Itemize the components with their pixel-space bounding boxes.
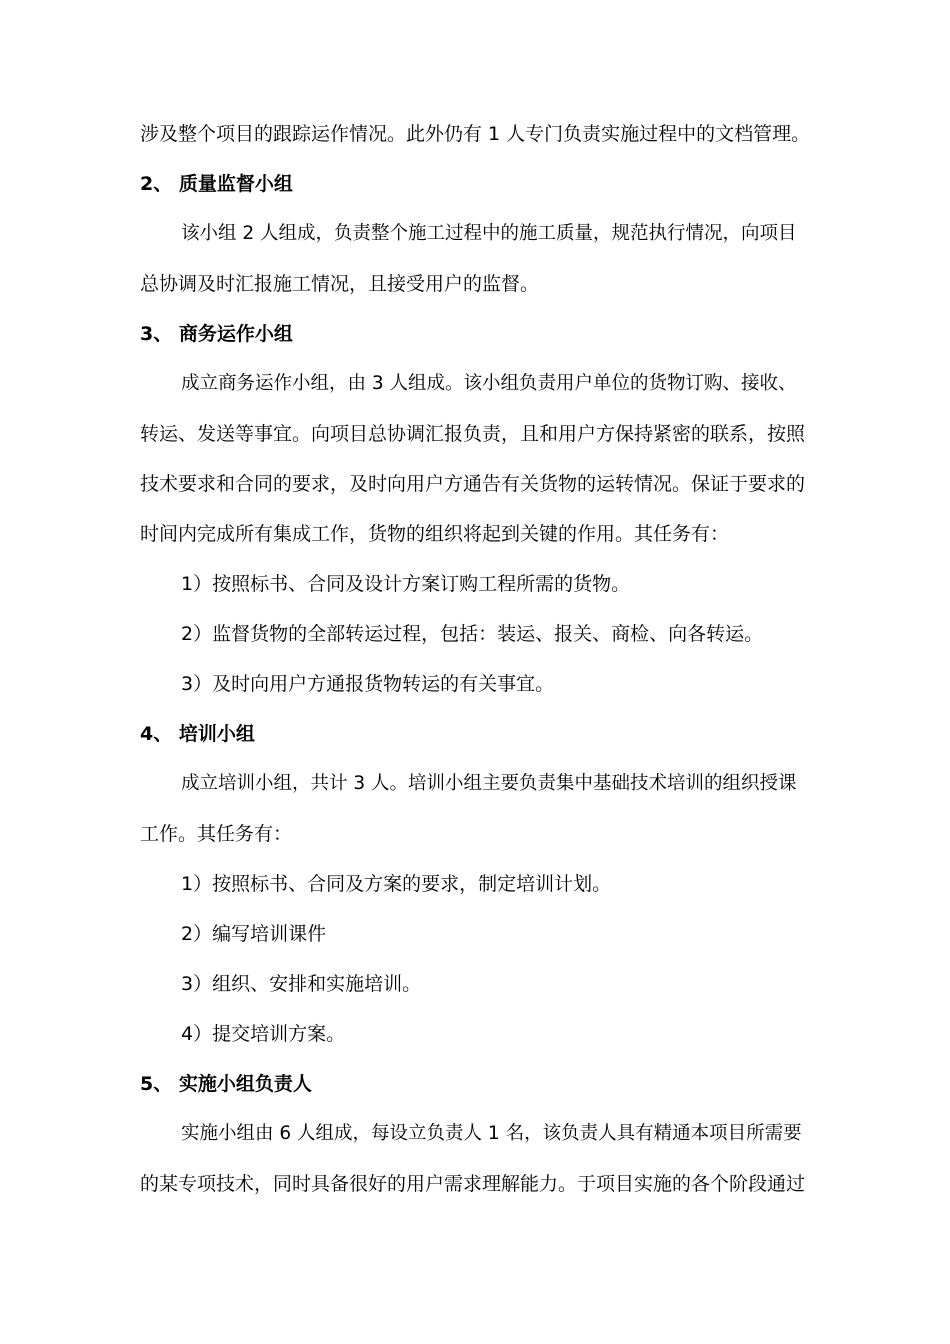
- paragraph-line: 转运、发送等事宜。向项目总协调汇报负责，且和用户方保持紧密的联系，按照: [140, 423, 806, 445]
- list-item: 3）组织、安排和实施培训。: [181, 973, 422, 995]
- paragraph-line: 实施小组由 6 人组成，每设立负责人 1 名，该负责人具有精通本项目所需要: [181, 1123, 802, 1144]
- section-heading: 4、 培训小组: [140, 723, 255, 745]
- paragraph-line: 工作。其任务有：: [140, 823, 293, 845]
- section-heading: 3、 商务运作小组: [140, 323, 293, 345]
- paragraph-line: 总协调及时汇报施工情况，且接受用户的监督。: [140, 273, 540, 295]
- section-heading: 5、 实施小组负责人: [140, 1073, 312, 1095]
- paragraph-line: 的某专项技术，同时具备很好的用户需求理解能力。于项目实施的各个阶段通过: [140, 1173, 806, 1195]
- list-item: 2）监督货物的全部转运过程，包括：装运、报关、商检、向各转运。: [181, 623, 764, 645]
- list-item: 3）及时向用户方通报货物转运的有关事宜。: [181, 673, 555, 695]
- paragraph-line: 该小组 2 人组成，负责整个施工过程中的施工质量，规范执行情况，向项目: [181, 223, 797, 244]
- list-item: 1）按照标书、合同及设计方案订购工程所需的货物。: [181, 573, 631, 595]
- list-item: 2）编写培训课件: [181, 923, 327, 945]
- list-item: 1）按照标书、合同及方案的要求，制定培训计划。: [181, 873, 612, 895]
- list-item: 4）提交培训方案。: [181, 1023, 346, 1045]
- paragraph-line: 技术要求和合同的要求，及时向用户方通告有关货物的运转情况。保证于要求的: [140, 473, 806, 495]
- paragraph-line: 成立培训小组，共计 3 人。培训小组主要负责集中基础技术培训的组织授课: [181, 773, 797, 794]
- paragraph-line: 时间内完成所有集成工作，货物的组织将起到关键的作用。其任务有：: [140, 523, 730, 545]
- paragraph-line: 涉及整个项目的跟踪运作情况。此外仍有 1 人专门负责实施过程中的文档管理。: [140, 123, 811, 145]
- section-heading: 2、 质量监督小组: [140, 173, 293, 195]
- paragraph-line: 成立商务运作小组，由 3 人组成。该小组负责用户单位的货物订购、接收、: [181, 373, 797, 394]
